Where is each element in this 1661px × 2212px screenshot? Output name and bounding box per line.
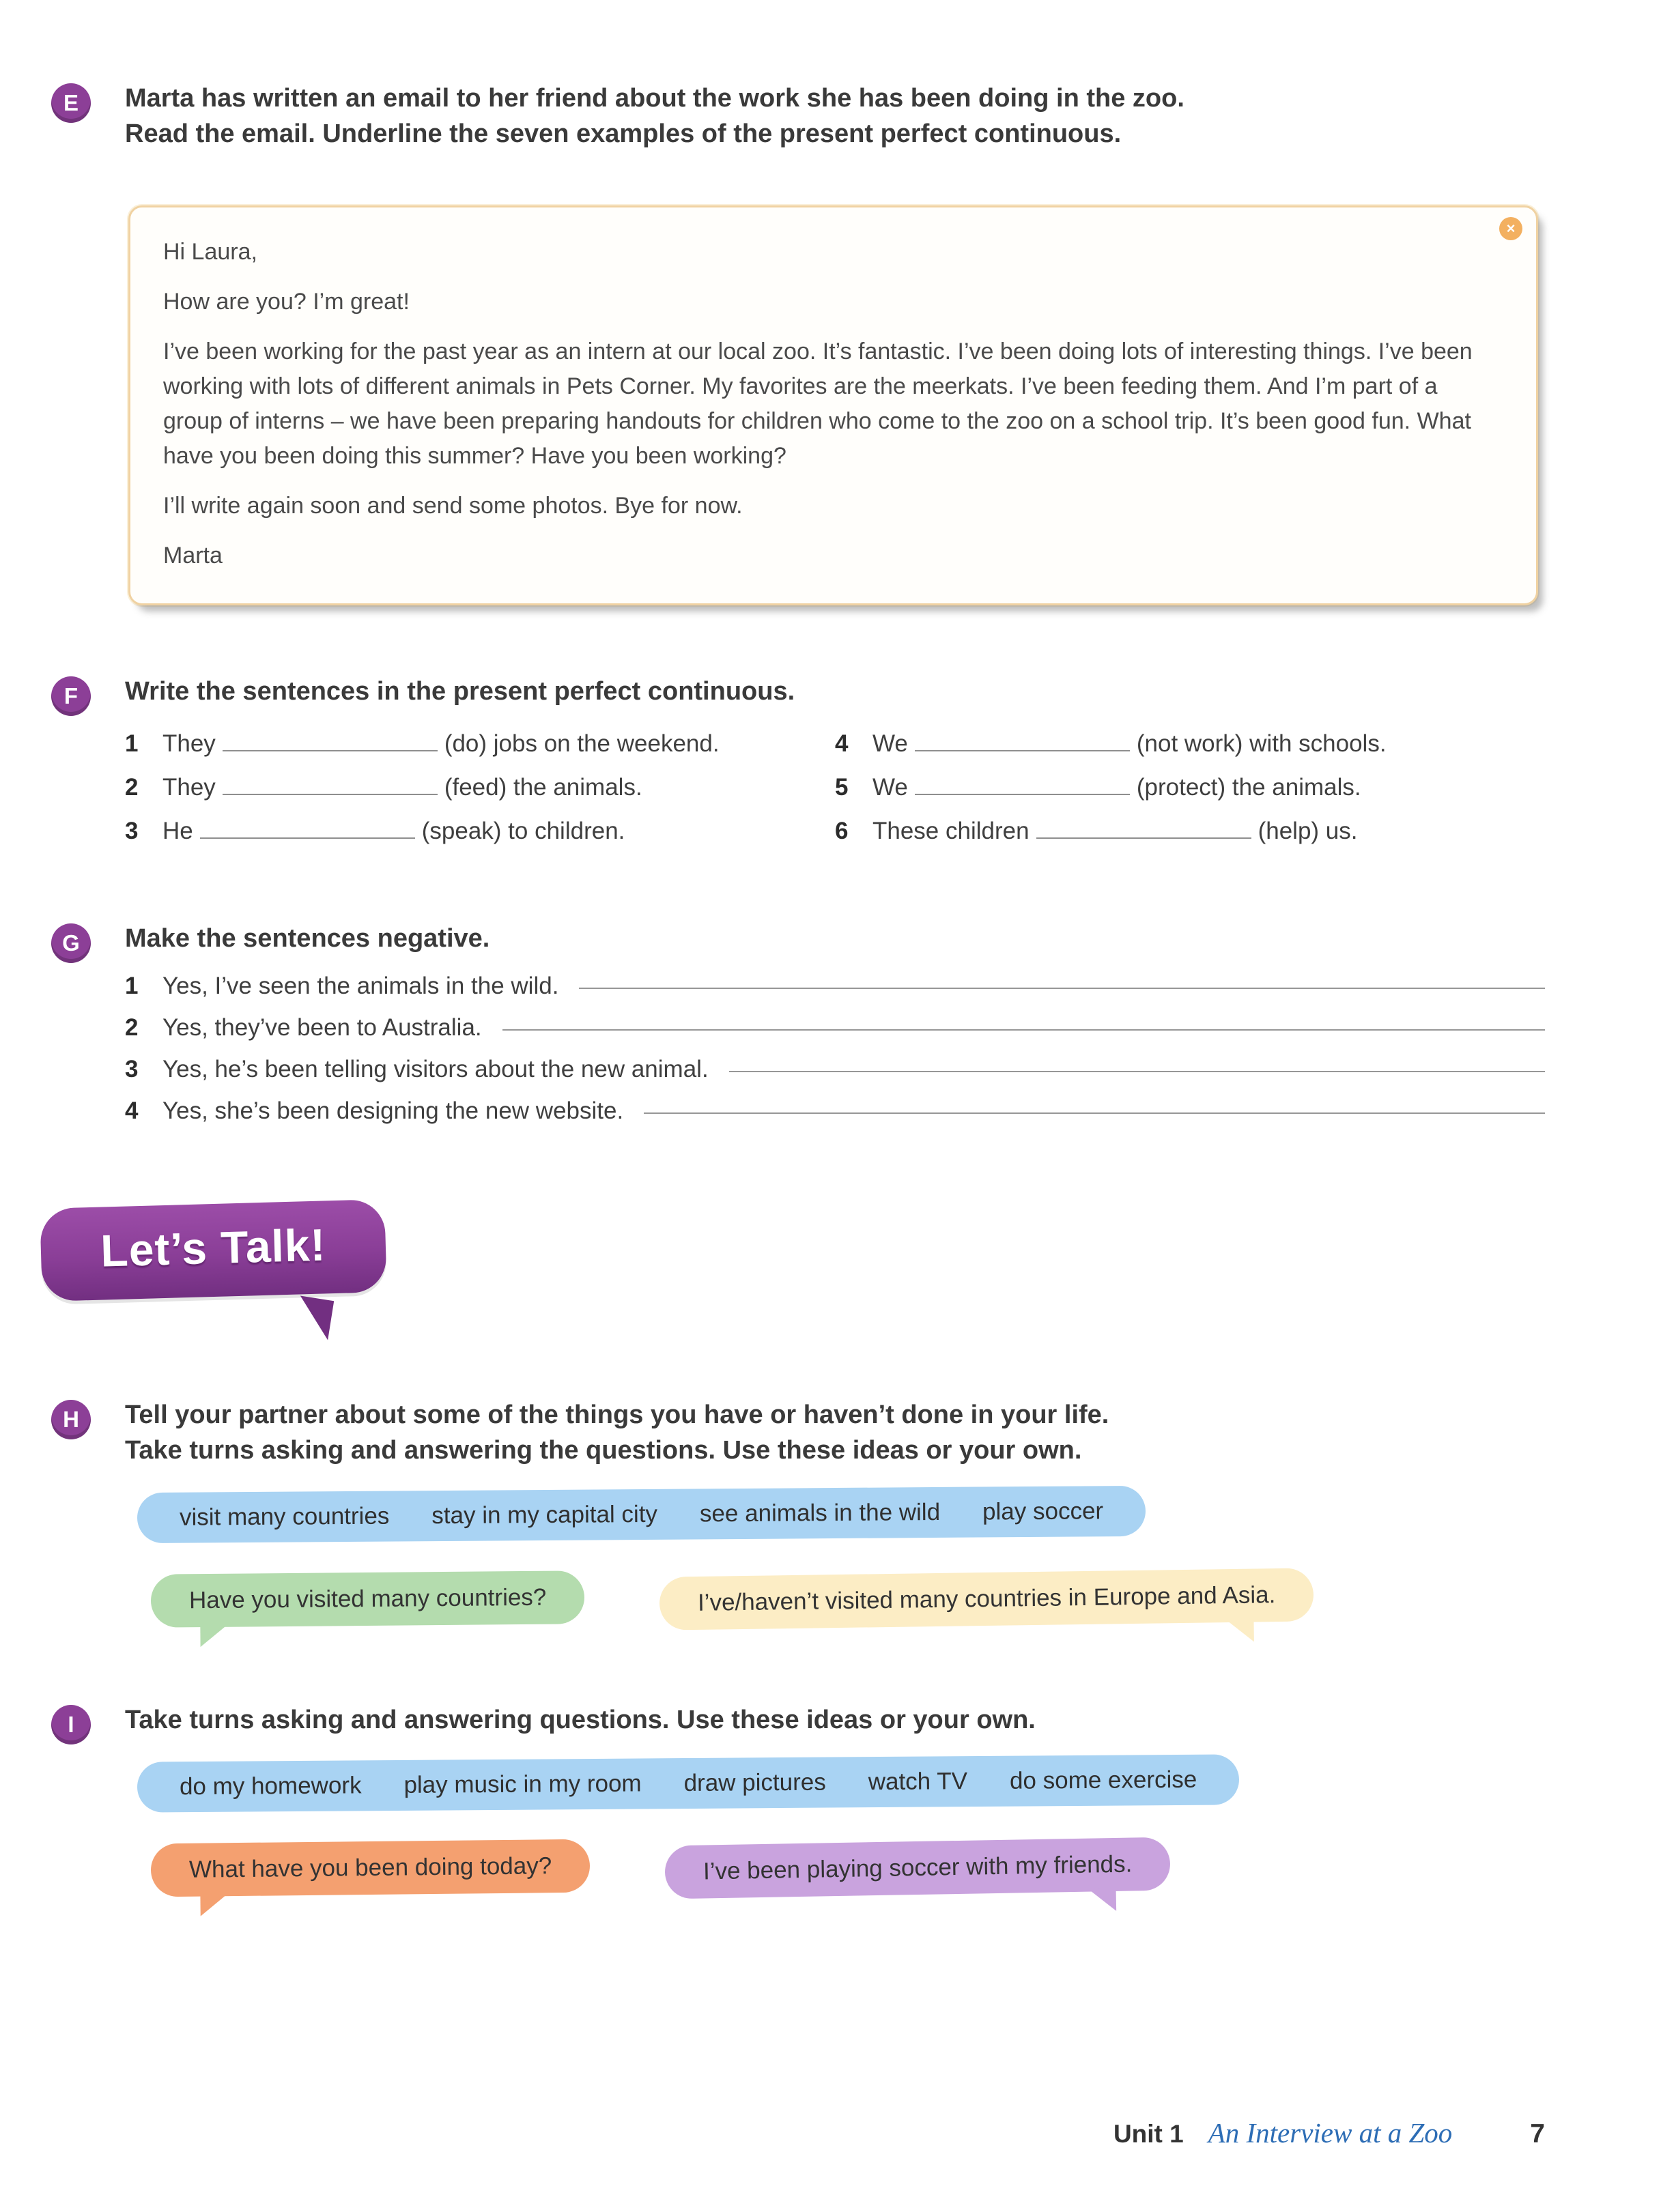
list-item	[125, 727, 835, 762]
page-number: 7	[1530, 2119, 1545, 2149]
item-text: Yes, they’ve been to Australia.	[162, 1014, 482, 1041]
item-number: 3	[125, 1056, 139, 1082]
email-paragraph: How are you? I’m great!	[163, 288, 410, 315]
answer-line[interactable]	[502, 1029, 1545, 1031]
exercise-f-right-column	[835, 727, 1545, 857]
item-text-after: (not work) with schools.	[1136, 730, 1387, 758]
list-item	[125, 1014, 1545, 1042]
instruction-line: Tell your partner about some of the things you have or haven’t done in your life.	[125, 1401, 1109, 1429]
exercise-e	[51, 81, 1545, 605]
exercise-i-badge: I	[51, 1705, 91, 1744]
item-text-before: They	[162, 774, 216, 801]
exercise-i	[51, 1702, 1545, 1895]
item-text: Yes, she’s been designing the new website.	[162, 1097, 624, 1124]
item-number: 4	[835, 730, 849, 758]
item-text-before: We	[872, 730, 908, 758]
instruction-line: Read the email. Underline the seven examples of the present perfect continuous.	[125, 119, 1122, 149]
idea-item: draw pictures	[683, 1768, 826, 1797]
item-text: Yes, he’s been telling visitors about the new animal.	[162, 1056, 709, 1082]
answer-bubble: I’ve/haven’t visited many countries in Europe and Asia.	[659, 1568, 1314, 1630]
list-item	[125, 1097, 1545, 1125]
item-text-before: We	[872, 774, 908, 801]
list-item	[835, 727, 1545, 762]
item-text	[162, 771, 797, 805]
item-number: 6	[835, 817, 849, 844]
email-paragraph: I’ve been working for the past year as an intern at our local zoo. It’s fantastic. I’ve been doing lots of interesting things. I’ve been working with lots of different animals in Pets Corner. My favorites are the meerkats. I’ve been feeding them. And I’m part of a group of interns – we have been preparing handouts for children who come to the zoo on a school trip. It’s been good fun. What have you been doing this summer? Have you been working?	[163, 338, 1473, 469]
item-number: 5	[835, 774, 849, 801]
item-number: 3	[125, 817, 139, 844]
unit-label: Unit 1	[1113, 2120, 1184, 2148]
exercise-f-items	[125, 727, 1545, 857]
lets-talk-bubble	[40, 1199, 387, 1302]
exercise-f	[51, 674, 1545, 858]
item-text-before: They	[162, 730, 216, 758]
list-item	[125, 771, 835, 805]
exercise-e-instruction	[125, 81, 1545, 152]
email-paragraph: I’ll write again soon and send some photos. Bye for now.	[163, 492, 743, 519]
item-text-before: These children	[872, 817, 1030, 844]
answer-line[interactable]	[644, 1112, 1545, 1114]
ideas-pill	[137, 1755, 1240, 1813]
question-bubble: What have you been doing today?	[151, 1839, 591, 1897]
item-text	[162, 814, 797, 849]
list-item	[125, 814, 835, 849]
answer-line[interactable]	[579, 988, 1545, 989]
list-item	[835, 771, 1545, 805]
answer-line[interactable]	[729, 1071, 1545, 1072]
list-item	[125, 973, 1545, 1000]
item-number: 1	[125, 730, 139, 758]
email-signature: Marta	[163, 542, 223, 569]
answer-blank[interactable]	[915, 771, 1130, 795]
list-item	[835, 814, 1545, 849]
exercise-h-badge: H	[51, 1400, 91, 1439]
answer-blank[interactable]	[223, 727, 438, 751]
idea-item: see animals in the wild	[699, 1498, 941, 1527]
ideas-pill	[137, 1486, 1146, 1543]
item-number: 1	[125, 973, 139, 999]
exercise-h	[51, 1397, 1545, 1626]
item-text-after: (speak) to children.	[421, 817, 625, 844]
exercise-h-instruction	[125, 1397, 1545, 1469]
email-greeting: Hi Laura,	[163, 238, 257, 265]
item-text	[162, 727, 797, 762]
close-icon[interactable]: ×	[1499, 217, 1522, 240]
item-text-after: (do) jobs on the weekend.	[444, 730, 720, 758]
question-bubble: Have you visited many countries?	[151, 1570, 585, 1628]
list-item	[125, 1056, 1545, 1083]
item-number: 2	[125, 774, 139, 801]
item-text: Yes, I’ve seen the animals in the wild.	[162, 973, 559, 999]
instruction-line: Take turns asking and answering the questions. Use these ideas or your own.	[125, 1436, 1082, 1465]
lets-talk-label: Let’s Talk!	[100, 1219, 327, 1276]
exercise-f-instruction: Write the sentences in the present perfect continuous.	[125, 676, 795, 706]
item-text	[872, 771, 1507, 805]
item-number: 2	[125, 1014, 139, 1041]
exercise-f-badge: F	[51, 676, 91, 716]
instruction-line: Marta has written an email to her friend about the work she has been doing in the zoo.	[125, 84, 1184, 113]
example-dialogue	[151, 1841, 1545, 1895]
speech-bubble-tail	[294, 1295, 334, 1340]
item-text-after: (protect) the animals.	[1136, 774, 1361, 801]
item-text-after: (help) us.	[1258, 817, 1358, 844]
idea-item: play music in my room	[403, 1770, 642, 1799]
example-dialogue	[151, 1572, 1545, 1626]
unit-title: An Interview at a Zoo	[1208, 2117, 1453, 2149]
exercise-e-badge: E	[51, 83, 91, 123]
item-text-after: (feed) the animals.	[444, 774, 642, 801]
item-text	[872, 727, 1507, 762]
idea-item: watch TV	[868, 1768, 968, 1796]
answer-blank[interactable]	[915, 727, 1130, 751]
idea-item: do some exercise	[1009, 1766, 1197, 1795]
answer-bubble: I’ve been playing soccer with my friends.	[665, 1837, 1172, 1899]
exercise-f-left-column	[125, 727, 835, 857]
answer-blank[interactable]	[200, 814, 415, 839]
answer-blank[interactable]	[223, 771, 438, 795]
exercise-g-badge: G	[51, 923, 91, 963]
exercise-g-items	[125, 973, 1545, 1125]
item-number: 4	[125, 1097, 139, 1124]
idea-item: do my homework	[179, 1772, 362, 1800]
idea-item: play soccer	[982, 1497, 1104, 1525]
exercise-i-instruction: Take turns asking and answering questions. Use these ideas or your own.	[125, 1705, 1036, 1734]
item-text	[872, 814, 1507, 849]
email-card	[128, 205, 1538, 605]
exercise-g-instruction: Make the sentences negative.	[125, 923, 490, 953]
item-text-before: He	[162, 817, 193, 844]
exercise-g	[51, 921, 1545, 1139]
idea-item: visit many countries	[179, 1502, 390, 1531]
idea-item: stay in my capital city	[431, 1500, 658, 1529]
answer-blank[interactable]	[1036, 814, 1251, 839]
lets-talk-banner	[41, 1204, 386, 1337]
page-footer	[1113, 2116, 1545, 2149]
